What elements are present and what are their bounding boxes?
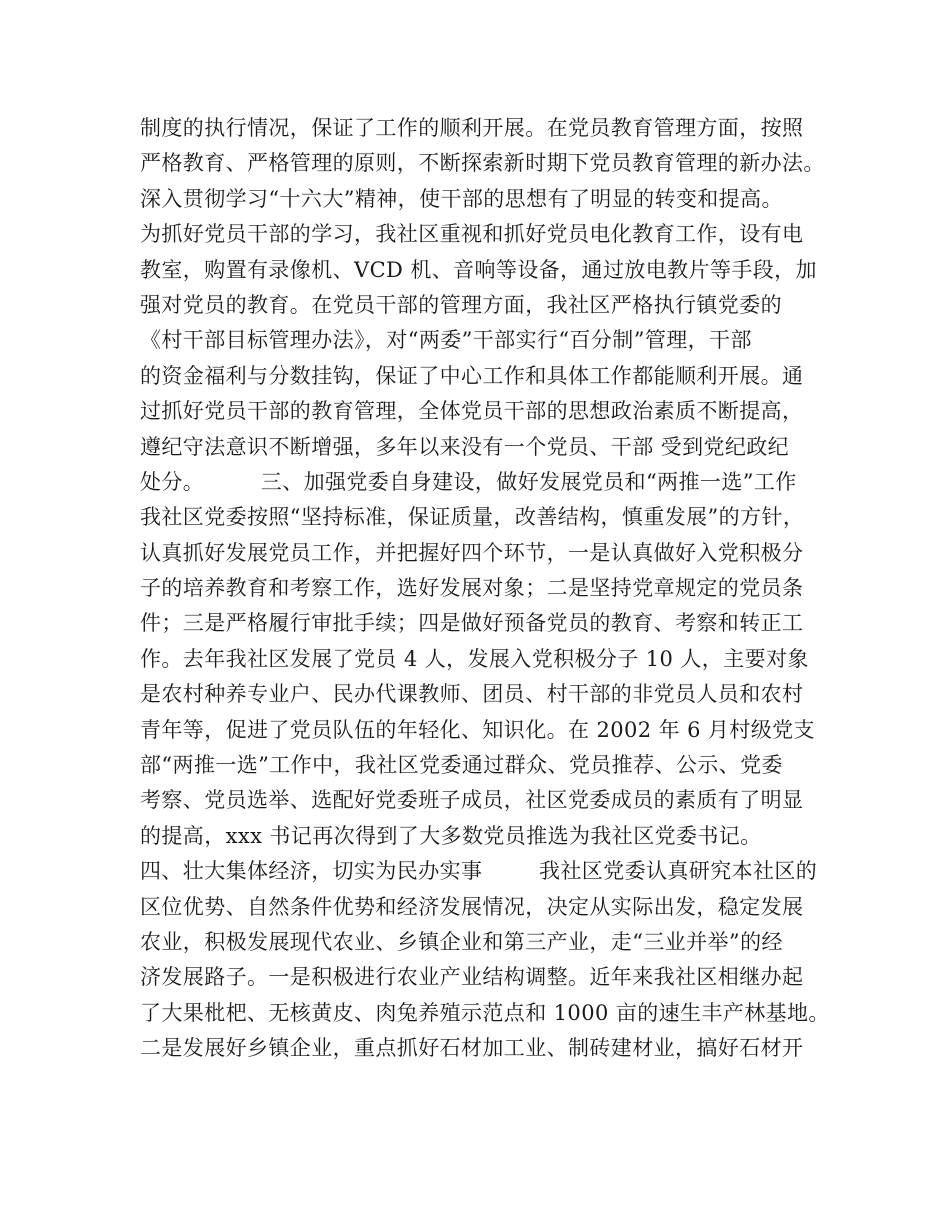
text-line: 强对党员的教育。在党员干部的管理方面，我社区严格执行镇党委的 (140, 292, 782, 317)
text-line: 件；三是严格履行审批手续；四是做好预备党员的教育、考察和转正工 (140, 611, 804, 636)
text-line: 了大果枇杷、无核黄皮、肉兔养殖示范点和 1000 亩的速生丰产林基地。 (140, 1000, 830, 1025)
text-line: 认真抓好发展党员工作，并把握好四个环节，一是认真做好入党积极分 (140, 540, 804, 565)
text-line: 过抓好党员干部的教育管理，全体党员干部的思想政治素质不断提高， (140, 399, 804, 424)
text-line: 严格教育、严格管理的原则，不断探索新时期下党员教育管理的新办法。 (140, 151, 825, 176)
text-line: 遵纪守法意识不断增强，多年以来没有一个党员、干部 受到党纪政纪 (140, 434, 790, 459)
text-line: 作。去年我社区发展了党员 4 人，发展入党积极分子 10 人，主要对象 (140, 646, 809, 671)
text-line: 教室，购置有录像机、VCD 机、音响等设备，通过放电教片等手段，加 (140, 257, 817, 282)
body-text (140, 111, 830, 1067)
text-line: 我社区党委按照“坚持标准，保证质量，改善结构，慎重发展”的方针， (140, 505, 805, 530)
text-line: 为抓好党员干部的学习，我社区重视和抓好党员电化教育工作，设有电 (140, 222, 804, 247)
text-line: 制度的执行情况，保证了工作的顺利开展。在党员教育管理方面，按照 (140, 116, 804, 140)
text-line: 济发展路子。一是积极进行农业产业结构调整。近年来我社区相继办起 (140, 965, 804, 990)
text-line: 处分。 三、加强党委自身建设，做好发展党员和“两推一选”工作 (140, 469, 797, 494)
text-line: 深入贯彻学习“十六大”精神，使干部的思想有了明显的转变和提高。 (140, 186, 783, 211)
text-line: 四、壮大集体经济，切实为民办实事 我社区党委认真研究本社区的 (140, 859, 818, 884)
text-line: 区位优势、自然条件优势和经济发展情况，决定从实际出发，稳定发展 (140, 894, 804, 919)
text-line: 的提高，xxx 书记再次得到了大多数党员推选为我社区党委书记。 (140, 823, 762, 848)
text-line: 考察、党员选举、选配好党委班子成员，社区党委成员的素质有了明显 (140, 788, 804, 813)
text-line: 的资金福利与分数挂钩，保证了中心工作和具体工作都能顺利开展。通 (140, 363, 804, 388)
text-line: 青年等，促进了党员队伍的年轻化、知识化。在 2002 年 6 月村级党支 (140, 717, 815, 742)
text-line: 农业，积极发展现代农业、乡镇企业和第三产业，走“三业并举”的经 (140, 929, 783, 954)
text-line: 部“两推一选”工作中，我社区党委通过群众、党员推荐、公示、党委 (140, 753, 783, 778)
text-line: 子的培养教育和考察工作，选好发展对象；二是坚持党章规定的党员条 (140, 576, 804, 601)
text-line: 二是发展好乡镇企业，重点抓好石材加工业、制砖建材业，搞好石材开 (140, 1036, 804, 1061)
text-line: 是农村种养专业户、民办代课教师、团员、村干部的非党员人员和农村 (140, 682, 804, 707)
text-line: 《村干部目标管理办法》，对“两委”干部实行“百分制”管理，干部 (140, 328, 752, 353)
